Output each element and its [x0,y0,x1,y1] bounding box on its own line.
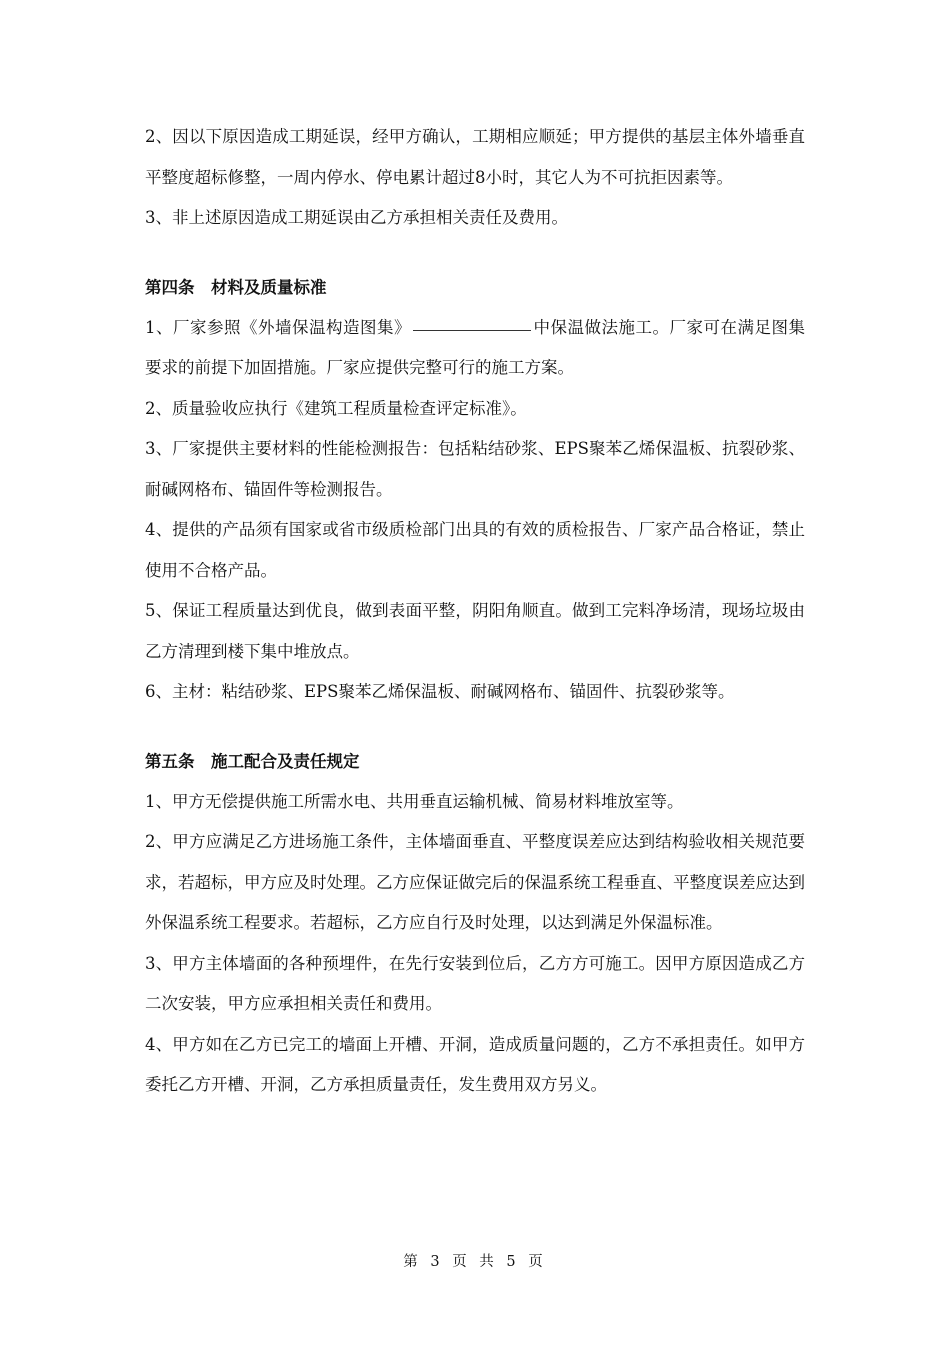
page-number-footer: 第 3 页 共 5 页 [403,1254,547,1270]
clause-3-item-2: 2、因以下原因造成工期延误，经甲方确认，工期相应顺延；甲方提供的基层主体外墙垂直平整度超标修整，一周内停水、停电累计超过8小时，其它人为不可抗拒因素等。 [145,127,805,187]
clause-4-item-3: 3、厂家提供主要材料的性能检测报告：包括粘结砂浆、EPS聚苯乙烯保温板、抗裂砂浆、耐碱网格布、锚固件等检测报告。 [145,439,805,499]
clause-4-item-1-after: 中保温做法施工。厂家可在满足图集要求的前提下加固措施。厂家应提供完整可行的施工方案。 [145,317,805,377]
section-spacer [145,713,805,742]
clause-4-item-6: 6、主材：粘结砂浆、EPS聚苯乙烯保温板、耐碱网格布、锚固件、抗裂砂浆等。 [145,682,735,701]
clause-4-item-1-before: 1、厂家参照《外墙保温构造图集》 [145,317,411,337]
clause-4-item-4: 4、提供的产品须有国家或省市级质检部门出具的有效的质检报告、厂家产品合格证，禁止使用不合格产品。 [145,520,805,580]
clause-4-item-5: 5、保证工程质量达到优良，做到表面平整，阴阳角顺直。做到工完料净场清，现场垃圾由乙方清理到楼下集中堆放点。 [145,601,805,661]
clause-4-item-2: 2、质量验收应执行《建筑工程质量检查评定标准》。 [145,398,527,418]
clause-5-item-2: 2、甲方应满足乙方进场施工条件，主体墙面垂直、平整度误差应达到结构验收相关规范要求，若超标，甲方应及时处理。乙方应保证做完后的保温系统工程垂直、平整度误差应达到外保温系统工程要求。若超标，乙方应自行及时处理，以达到满足外保温标准。 [145,832,805,932]
fill-in-blank-line [413,329,531,331]
clause-5-heading: 第五条 施工配合及责任规定 [145,751,360,771]
document-body [145,117,805,1106]
clause-5-item-3: 3、甲方主体墙面的各种预埋件，在先行安装到位后，乙方方可施工。因甲方原因造成乙方二次安装，甲方应承担相关责任和费用。 [145,953,805,1013]
clause-4-item-1 [145,308,805,389]
clause-4-heading: 第四条 材料及质量标准 [145,277,327,297]
section-spacer [145,239,805,268]
clause-5-item-4: 4、甲方如在乙方已完工的墙面上开槽、开洞，造成质量问题的，乙方不承担责任。如甲方委托乙方开槽、开洞，乙方承担质量责任，发生费用双方另义。 [145,1034,805,1094]
clause-3-item-3: 3、非上述原因造成工期延误由乙方承担相关责任及费用。 [145,208,568,227]
clause-5-item-1: 1、甲方无偿提供施工所需水电、共用垂直运输机械、简易材料堆放室等。 [145,791,684,811]
